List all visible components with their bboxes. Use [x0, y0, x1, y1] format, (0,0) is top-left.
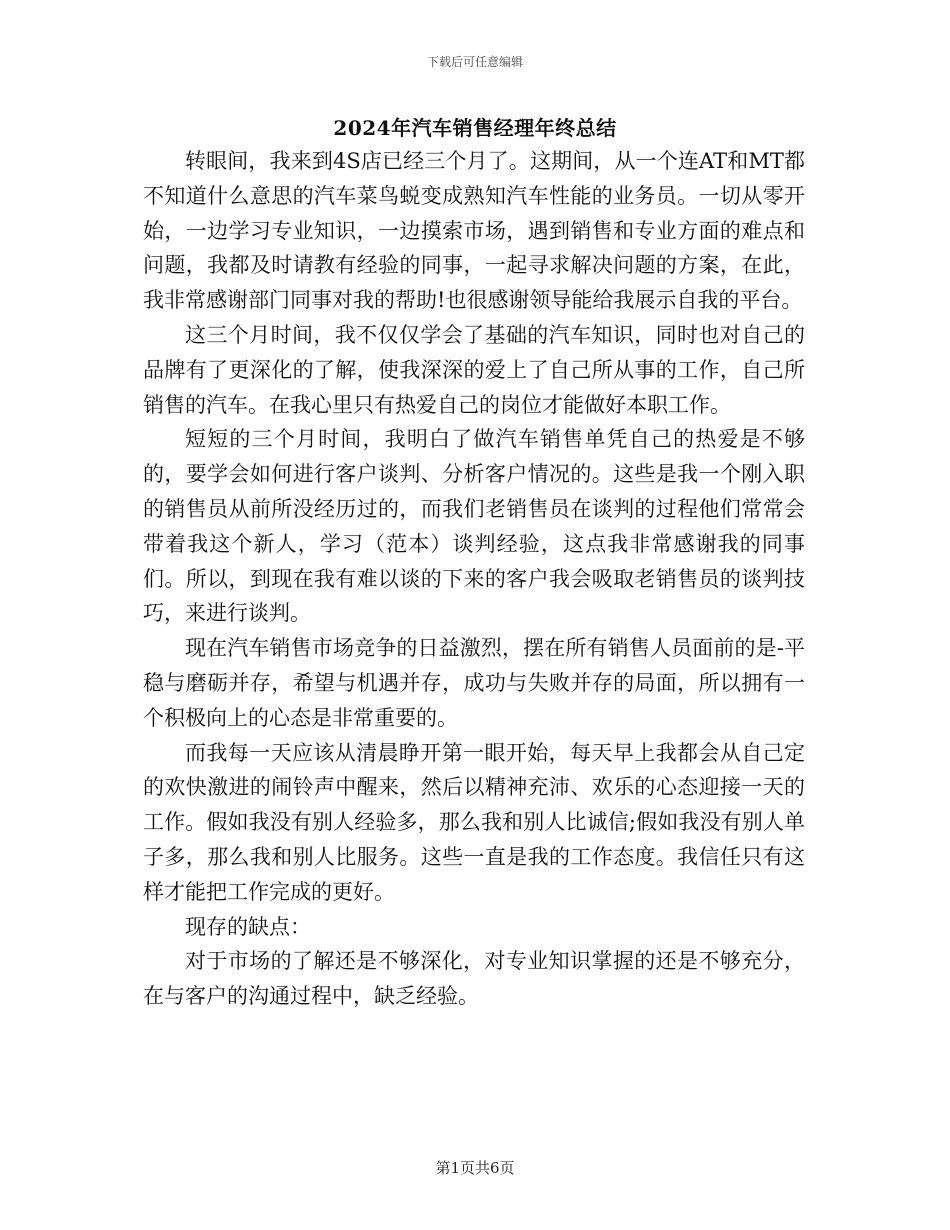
paragraph: 转眼间，我来到4S店已经三个月了。这期间，从一个连AT和MT都不知道什么意思的汽车菜鸟蜕变成熟知汽车性能的业务员。一切从零开始，一边学习专业知识，一边摸索市场，遇到销售和专业方面的难点和问题，我都及时请教有经验的同事，一起寻求解决问题的方案，在此，我非常感谢部门同事对我的帮助!也很感谢领导能给我展示自我的平台。 — [143, 149, 805, 313]
paragraph: 而我每一天应该从清晨睁开第一眼开始，每天早上我都会从自己定的欢快激进的闹铃声中醒来，然后以精神充沛、欢乐的心态迎接一天的工作。假如我没有别人经验多，那么我和别人比诚信;假如我没有别人单子多，那么我和别人比服务。这些一直是我的工作态度。我信任只有这样才能把工作完成的更好。 — [143, 740, 805, 904]
document-title: 2024年汽车销售经理年终总结 — [333, 116, 617, 140]
page-footer: 第1页共6页 — [435, 1159, 515, 1177]
paragraph: 短短的三个月时间，我明白了做汽车销售单凭自己的热爱是不够的，要学会如何进行客户谈判、分析客户情况的。这些是我一个刚入职的销售员从前所没经历过的，而我们老销售员在谈判的过程他们常常会带着我这个新人，学习（范本）谈判经验，这点我非常感谢我的同事们。所以，到现在我有难以谈的下来的客户我会吸取老销售员的谈判技巧，来进行谈判。 — [143, 427, 805, 626]
paragraph: 现存的缺点： — [185, 914, 311, 939]
document-body — [143, 144, 805, 1014]
paragraph: 这三个月时间，我不仅仅学会了基础的汽车知识，同时也对自己的品牌有了更深化的了解，使我深深的爱上了自己所从事的工作，自己所销售的汽车。在我心里只有热爱自己的岗位才能做好本职工作。 — [143, 322, 805, 417]
paragraph: 现在汽车销售市场竞争的日益激烈，摆在所有销售人员面前的是-平稳与磨砺并存，希望与机遇并存，成功与失败并存的局面，所以拥有一个积极向上的心态是非常重要的。 — [143, 636, 805, 730]
paragraph: 对于市场的了解还是不够深化，对专业知识掌握的还是不够充分，在与客户的沟通过程中，缺乏经验。 — [143, 949, 805, 1009]
header-note: 下载后可任意编辑 — [426, 55, 523, 69]
